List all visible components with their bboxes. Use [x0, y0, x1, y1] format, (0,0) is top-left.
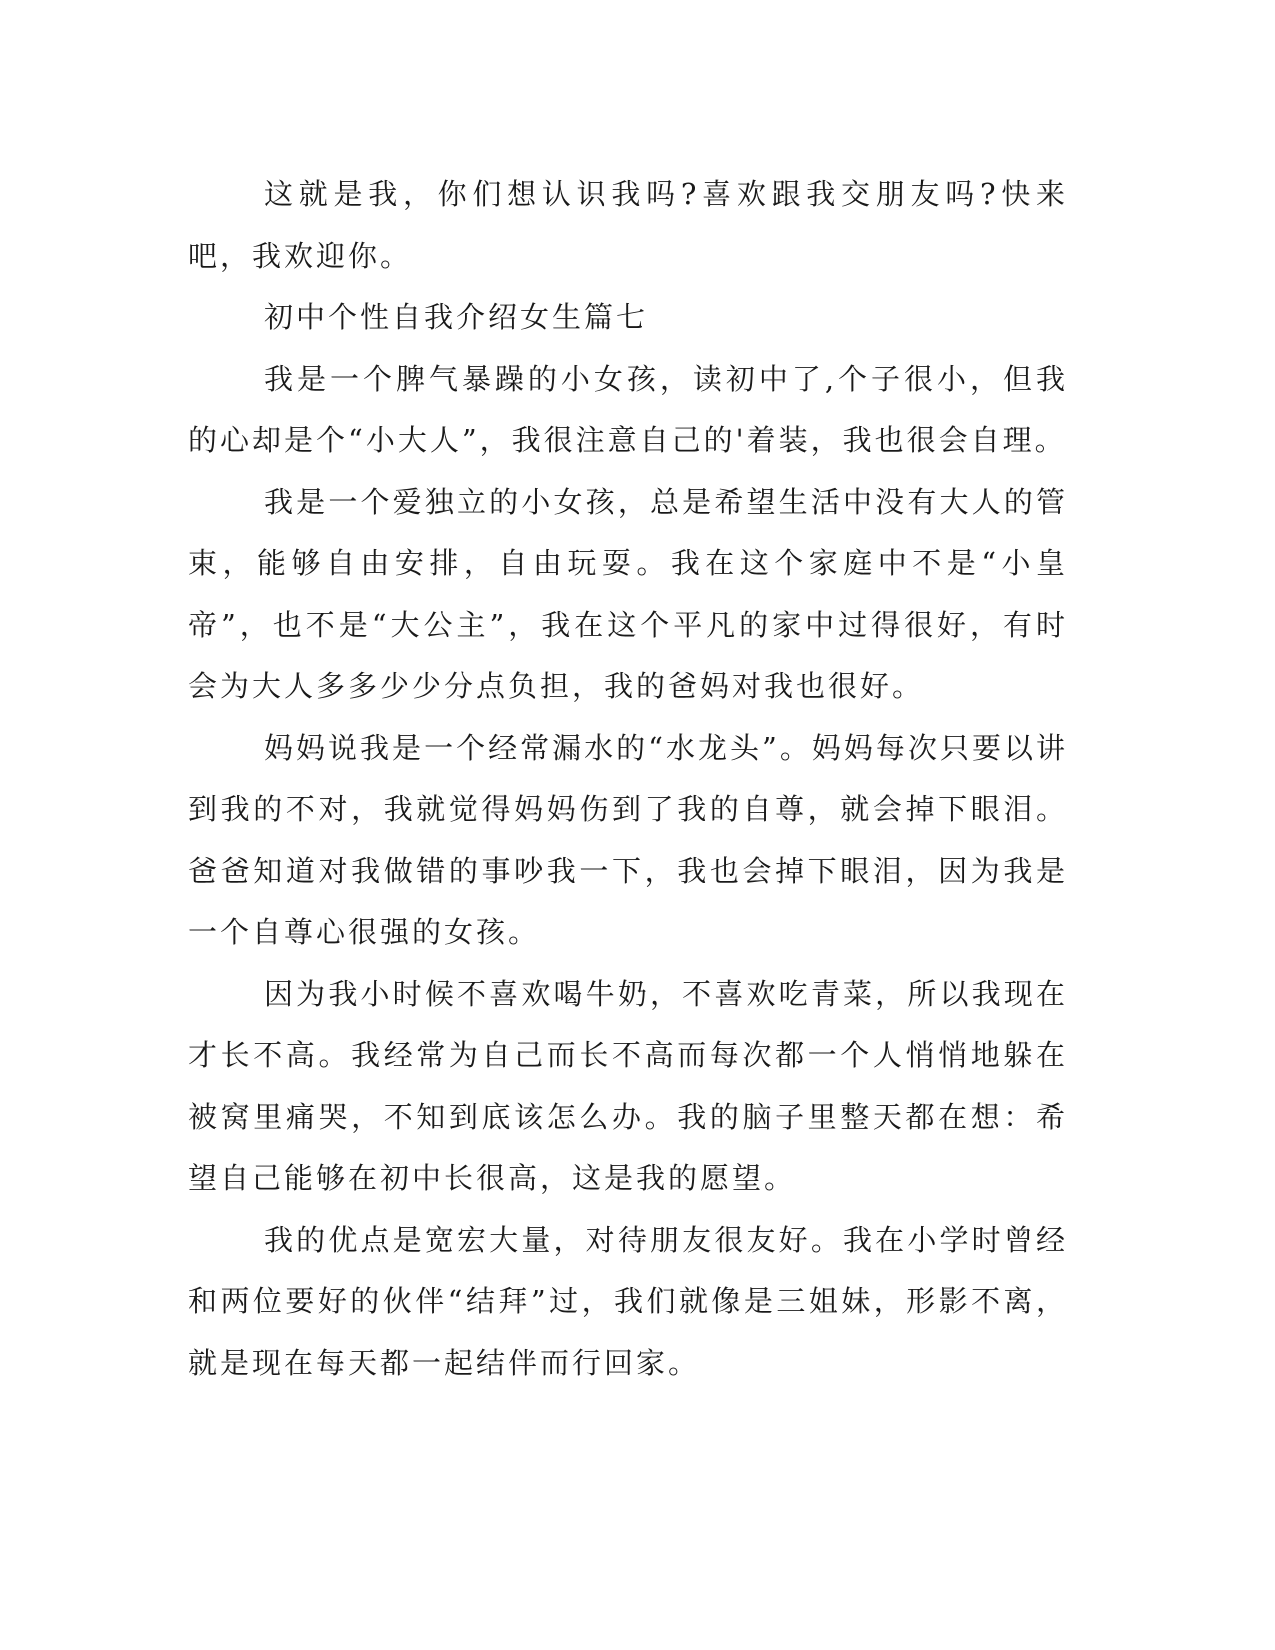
paragraph-height: 因为我小时候不喜欢喝牛奶，不喜欢吃青菜，所以我现在才长不高。我经常为自己而长不高而每次都一个人悄悄地躲在被窝里痛哭，不知到底该怎么办。我的脑子里整天都在想：希望自己能够在初中长很高，这是我的愿望。	[188, 976, 1068, 1195]
document-body	[188, 164, 1068, 1394]
paragraph-closing-invitation: 这就是我，你们想认识我吗?喜欢跟我交朋友吗?快来吧，我欢迎你。	[188, 177, 1068, 273]
paragraph-independence: 我是一个爱独立的小女孩，总是希望生活中没有大人的管束，能够自由安排，自由玩耍。我在这个家庭中不是“小皇帝”，也不是“大公主”，我在这个平凡的家中过得很好，有时会为大人多多少少分点负担，我的爸妈对我也很好。	[188, 484, 1068, 703]
paragraph-temper: 我是一个脾气暴躁的小女孩，读初中了,个子很小，但我的心却是个“小大人”，我很注意自己的'着装，我也很会自理。	[188, 361, 1068, 457]
paragraph-faucet: 妈妈说我是一个经常漏水的“水龙头”。妈妈每次只要以讲到我的不对，我就觉得妈妈伤到了我的自尊，就会掉下眼泪。爸爸知道对我做错的事吵我一下，我也会掉下眼泪，因为我是一个自尊心很强的女孩。	[188, 730, 1068, 949]
paragraph-friends: 我的优点是宽宏大量，对待朋友很友好。我在小学时曾经和两位要好的伙伴“结拜”过，我们就像是三姐妹，形影不离，就是现在每天都一起结伴而行回家。	[188, 1222, 1068, 1380]
section-heading: 初中个性自我介绍女生篇七	[264, 300, 649, 334]
